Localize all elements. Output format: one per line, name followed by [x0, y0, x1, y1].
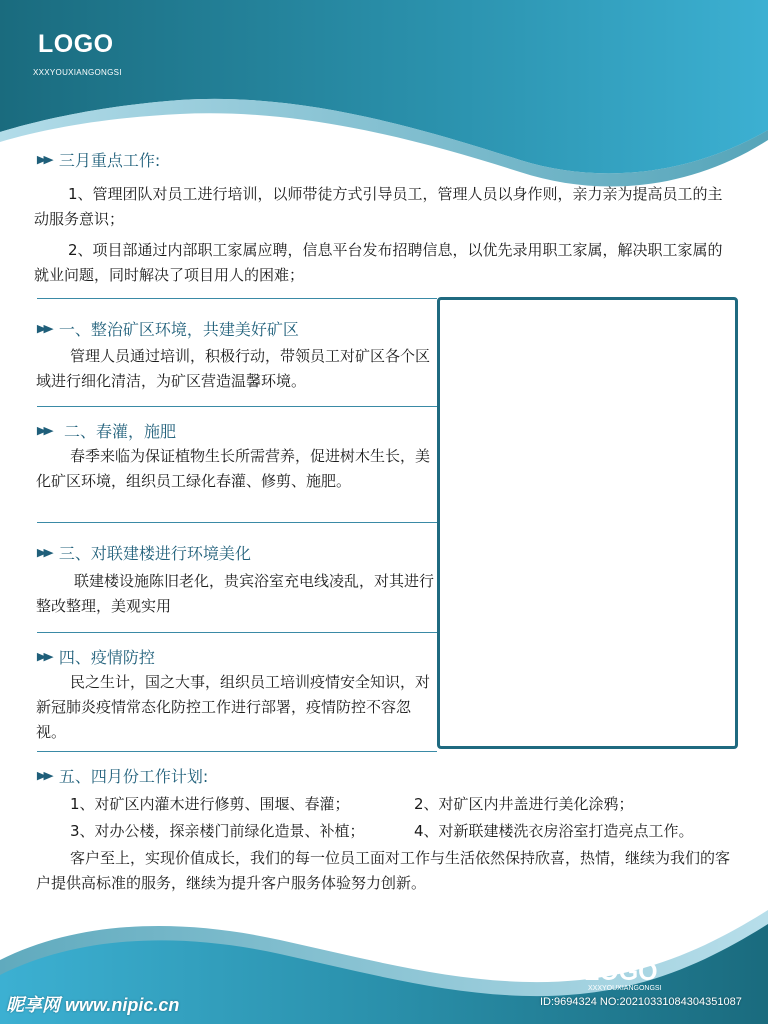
- footer-logo: LOGO: [584, 958, 658, 986]
- divider: [37, 751, 437, 752]
- april-item-2: 2、对矿区内井盖进行美化涂鸦；: [414, 795, 634, 813]
- double-arrow-icon: ▶▶: [36, 322, 51, 335]
- footer-logo-subtitle: XXXYOUXIANGONGSI: [588, 985, 662, 992]
- section-4-heading-text: 四、疫情防控: [58, 648, 155, 667]
- closing-paragraph: 客户至上，实现价值成长，我们的每一位员工面对工作与生活依然保持欣喜，热情，继续为我们的客户提供高标准的服务，继续为提升客户服务体验努力创新。: [36, 849, 731, 892]
- section-4-body: 民之生计，国之大事，组织员工培训疫情安全知识，对新冠肺炎疫情常态化防控工作进行部署，疫情防控不容忽视。: [36, 673, 431, 741]
- april-heading: [38, 764, 208, 787]
- section-2-body: 春季来临为保证植物生长所需营养，促进树木生长，美化矿区环境，组织员工绿化春灌、修剪、施肥。: [36, 447, 431, 490]
- section-3-heading: [38, 541, 251, 564]
- section-4-heading: [38, 645, 155, 668]
- section-3-heading-text: 三、对联建楼进行环境美化: [58, 544, 251, 563]
- april-item-1: 1、对矿区内灌木进行修剪、围堰、春灌；: [70, 795, 350, 813]
- divider: [37, 406, 437, 407]
- march-paragraph-1: 1、管理团队对员工进行培训，以师带徒方式引导员工，管理人员以身作则，亲力亲为提高员工的主动服务意识；: [34, 185, 723, 228]
- april-item-4: 4、对新联建楼洗衣房浴室打造亮点工作。: [414, 822, 694, 840]
- march-heading: [38, 148, 160, 171]
- march-paragraph-2: 2、项目部通过内部职工家属应聘，信息平台发布招聘信息，以优先录用职工家属，解决职工家属的就业问题，同时解决了项目用人的困难；: [34, 241, 723, 284]
- divider: [37, 298, 437, 299]
- april-item-3: 3、对办公楼，探亲楼门前绿化造景、补植；: [70, 822, 365, 840]
- section-1-body: 管理人员通过培训，积极行动，带领员工对矿区各个区域进行细化清洁，为矿区营造温馨环境。: [36, 347, 431, 390]
- section-1-heading-text: 一、整治矿区环境，共建美好矿区: [58, 320, 299, 339]
- double-arrow-icon: ▶▶: [36, 650, 51, 663]
- section-1-heading: [38, 317, 299, 340]
- section-2-heading: [38, 419, 176, 442]
- divider: [37, 522, 437, 523]
- watermark-id: ID:9694324 NO:20210331084304351087: [540, 996, 742, 1008]
- double-arrow-icon: ▶▶: [36, 153, 51, 166]
- watermark-site: 昵享网 www.nipic.cn: [6, 995, 180, 1015]
- divider: [37, 632, 437, 633]
- header-logo-subtitle: XXXYOUXIANGONGSI: [33, 68, 122, 77]
- header-logo: LOGO: [38, 30, 114, 58]
- double-arrow-icon: ▶▶: [36, 546, 51, 559]
- april-heading-text: 五、四月份工作计划:: [58, 767, 209, 786]
- march-heading-text: 三月重点工作:: [58, 151, 161, 170]
- double-arrow-icon: ▶▶: [36, 424, 51, 437]
- photo-frame: [437, 297, 738, 749]
- section-2-heading-text: 二、春灌，施肥: [58, 422, 177, 441]
- section-3-body: 联建楼设施陈旧老化，贵宾浴室充电线凌乱，对其进行整改整理，美观实用: [36, 572, 435, 615]
- double-arrow-icon: ▶▶: [36, 769, 51, 782]
